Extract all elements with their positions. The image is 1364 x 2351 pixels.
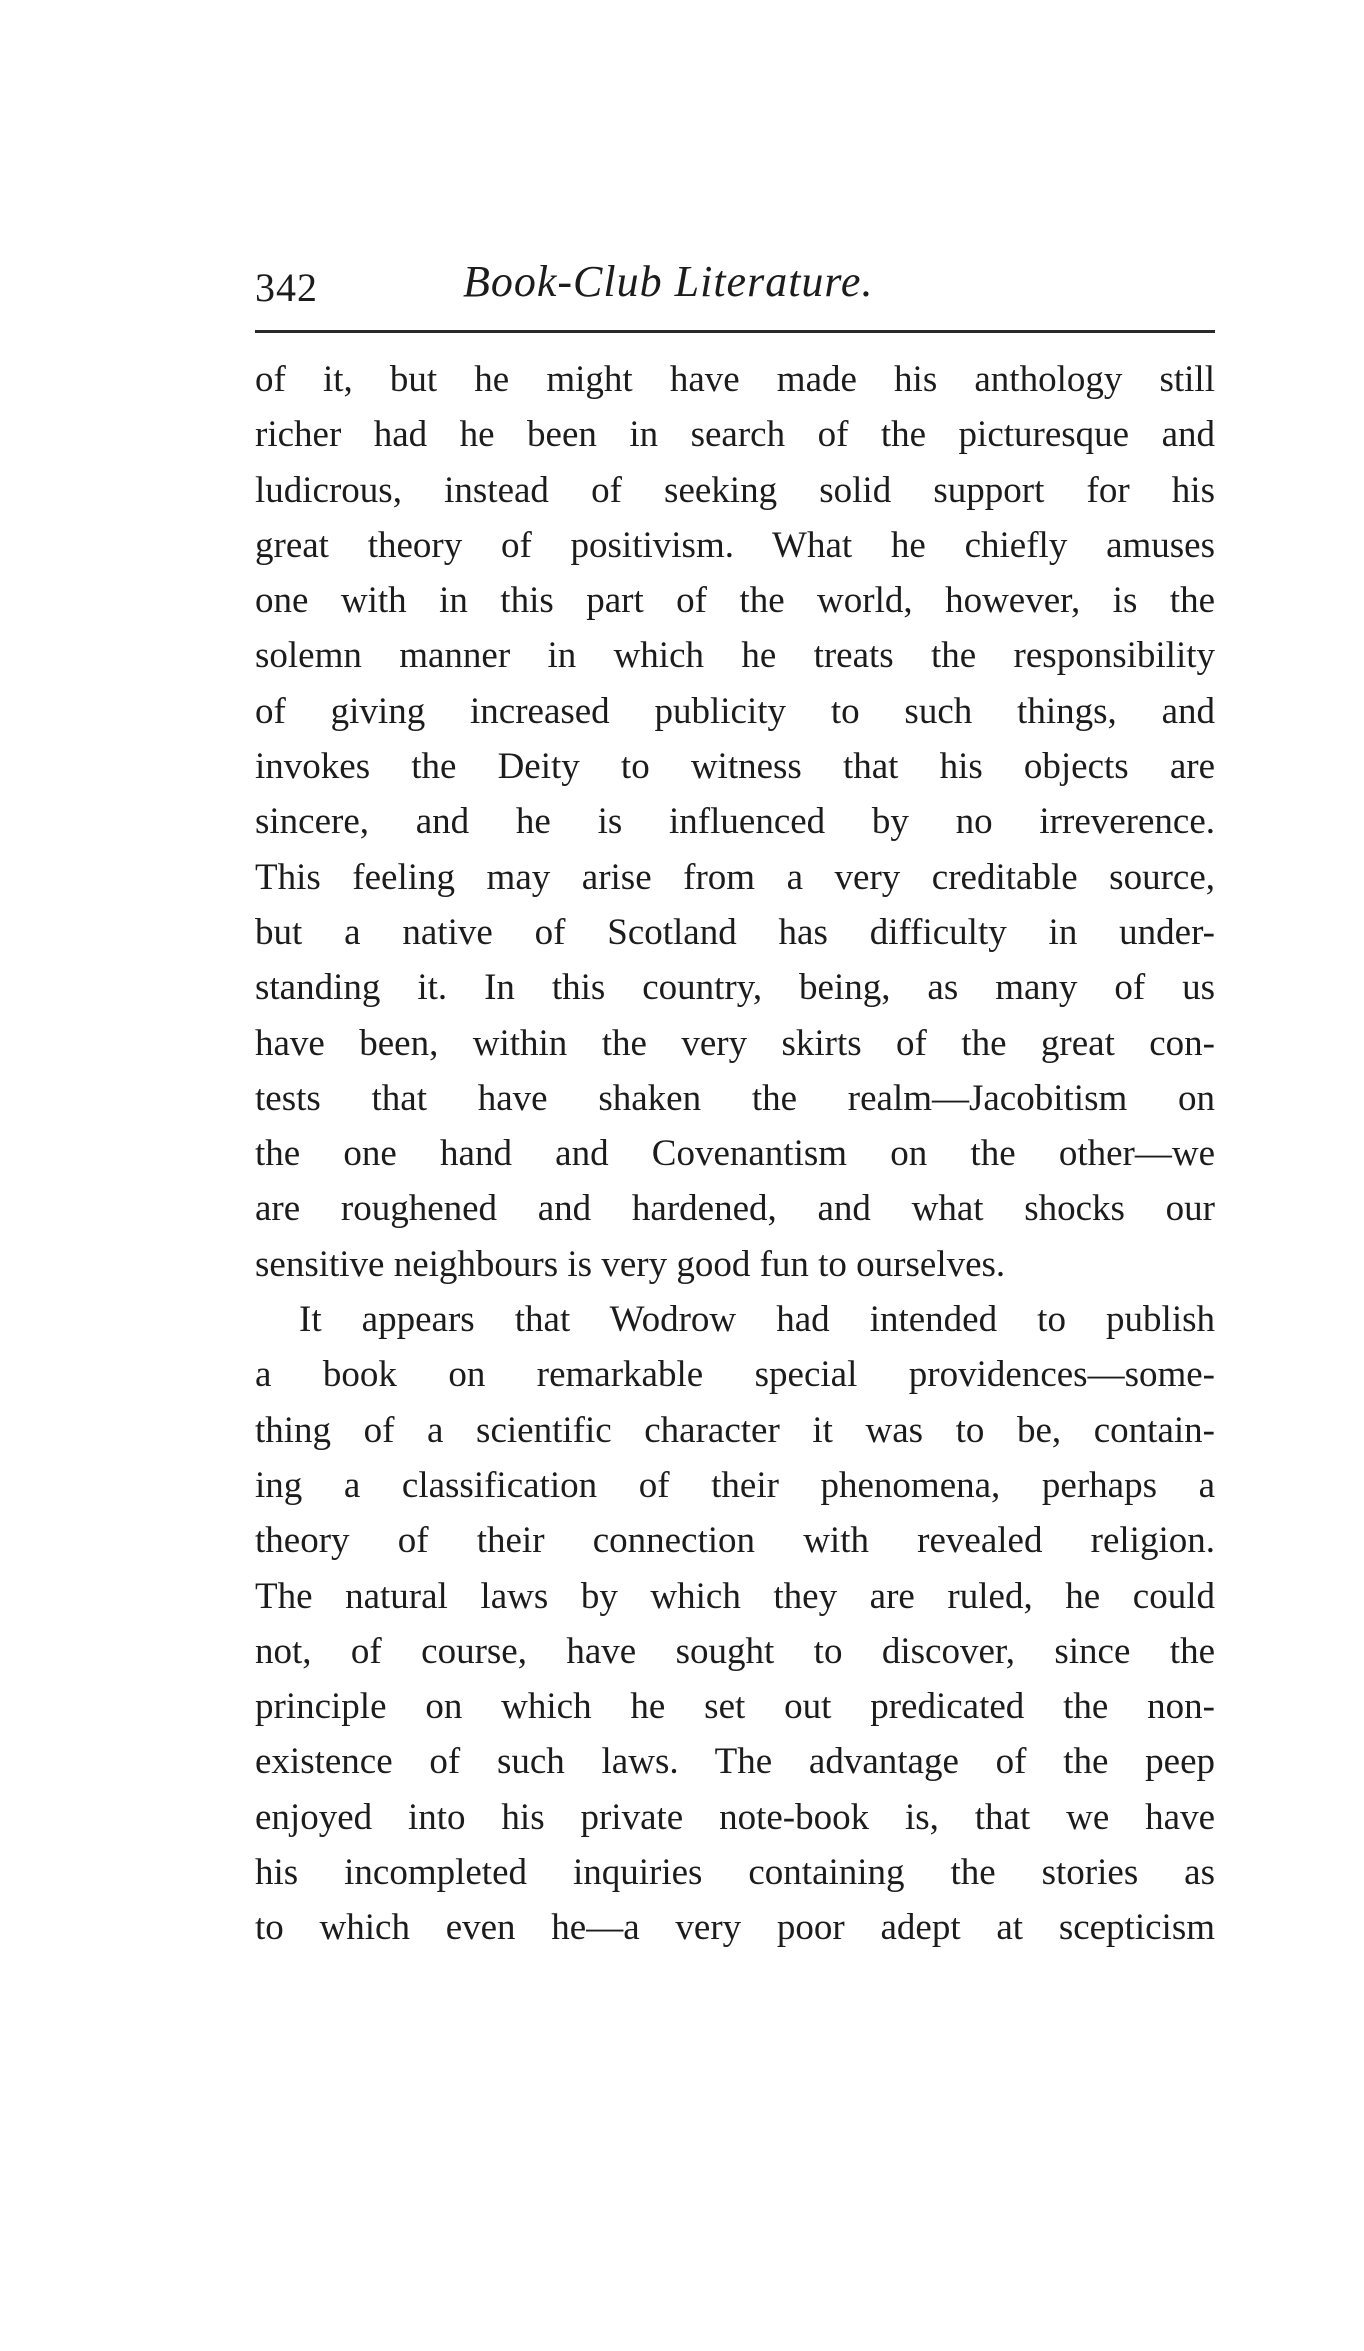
text-line: sincere, and he is influenced by no irreverence. [255, 801, 1215, 843]
text-line: of it, but he might have made his anthology still [255, 359, 1215, 400]
text-line: are roughened and hardened, and what shocks our [255, 1188, 1215, 1230]
running-head [255, 250, 1215, 320]
paragraph-end-line: sensitive neighbours is very good fun to ourselves. [255, 1243, 1006, 1285]
text-line: enjoyed into his private note-book is, that we have [255, 1796, 1215, 1838]
text-line: great theory of positivism. What he chiefly amuses [255, 524, 1215, 566]
page-number: 342 [255, 265, 318, 310]
text-line: ludicrous, instead of seeking solid support for his [255, 469, 1215, 511]
text-line: a book on remarkable special providences—some- [255, 1354, 1215, 1396]
text-line: theory of their connection with revealed religion. [255, 1520, 1215, 1562]
text-line: The natural laws by which they are ruled, he could [255, 1575, 1215, 1617]
text-line: ing a classification of their phenomena, perhaps a [255, 1464, 1215, 1506]
text-line: one with in this part of the world, however, is the [255, 580, 1215, 622]
text-line: but a native of Scotland has difficulty in under- [255, 911, 1215, 953]
text-line: richer had he been in search of the picturesque and [255, 414, 1215, 456]
text-line: principle on which he set out predicated the non- [255, 1686, 1215, 1728]
text-line: the one hand and Covenantism on the other—we [255, 1133, 1215, 1175]
running-title: Book-Club Literature. [463, 257, 874, 306]
text-line: thing of a scientific character it was to be, contain- [255, 1409, 1215, 1451]
text-line: of giving increased publicity to such things, and [255, 690, 1215, 732]
paragraph-start-line: It appears that Wodrow had intended to publish [299, 1299, 1215, 1341]
text-line: solemn manner in which he treats the responsibility [255, 635, 1215, 677]
text-line: to which even he—a very poor adept at scepticism [255, 1907, 1215, 1949]
text-line: invokes the Deity to witness that his objects are [255, 746, 1215, 788]
header-rule [255, 330, 1215, 333]
body-text [255, 352, 1215, 1956]
text-line: tests that have shaken the realm—Jacobitism on [255, 1077, 1215, 1119]
text-line: standing it. In this country, being, as many of us [255, 967, 1215, 1009]
text-line: existence of such laws. The advantage of the peep [255, 1741, 1215, 1783]
text-line: This feeling may arise from a very creditable source, [255, 856, 1215, 898]
text-line: not, of course, have sought to discover, since the [255, 1630, 1215, 1672]
text-line: have been, within the very skirts of the great con- [255, 1022, 1215, 1064]
text-line: his incompleted inquiries containing the stories as [255, 1852, 1215, 1894]
